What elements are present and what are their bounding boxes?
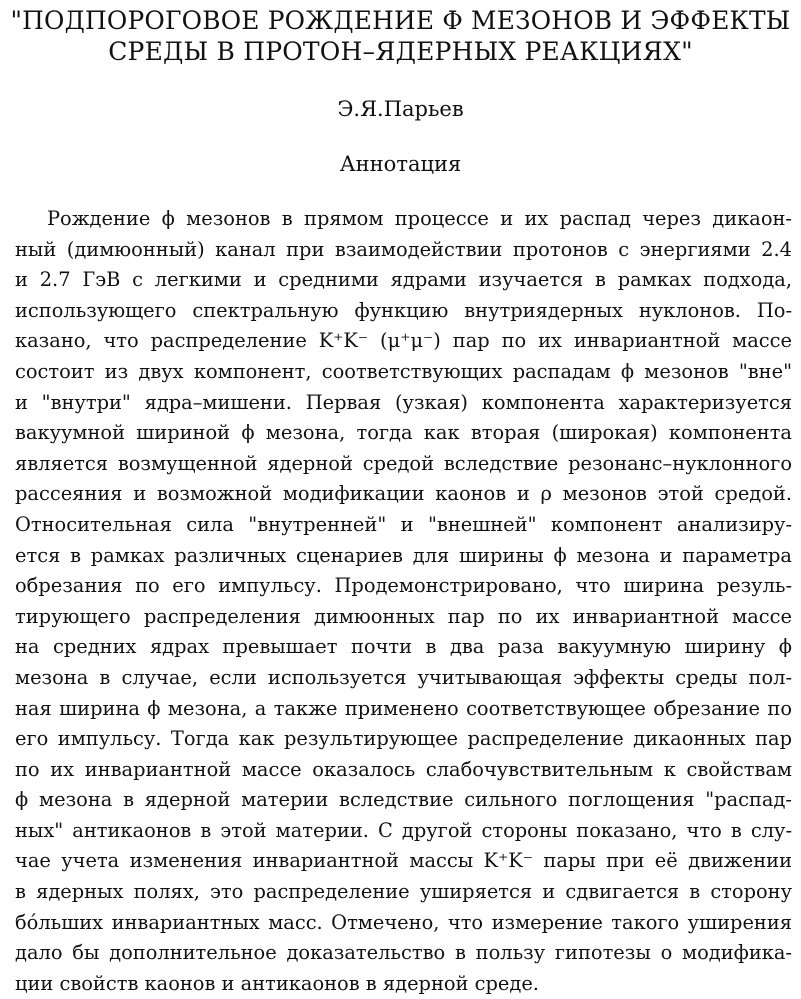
- abstract-line: чае учета изменения инвариантной массы K⁺K⁻ пары при её движении: [15, 849, 792, 873]
- abstract-line: обрезания по его импульсу. Продемонстрировано, что ширина резуль-: [15, 574, 792, 598]
- abstract-line: ный (димюонный) канал при взаимодействии протонов с энергиями 2.4: [15, 237, 792, 261]
- abstract-line: состоит из двух компонент, соответствующих распадам ϕ мезонов "вне": [15, 359, 792, 383]
- abstract-line: ется в рамках различных сценариев для ширины ϕ мезона и параметра: [15, 543, 792, 567]
- abstract-line: в ядерных полях, это распределение уширяется и сдвигается в сторону: [15, 880, 792, 904]
- paper-title-line-1: "ПОДПОРОГОВОЕ РОЖДЕНИЕ Φ МЕЗОНОВ И ЭФФЕКТЫ: [10, 6, 791, 35]
- abstract-line: его импульсу. Тогда как результирующее распределение дикаонных пар: [15, 727, 792, 751]
- abstract-line: ции свойств каонов и антикаонов в ядерной среде.: [15, 971, 539, 995]
- abstract-line: на средних ядрах превышает почти в два раза вакуумную ширину ϕ: [15, 635, 792, 659]
- abstract-line: мезона в случае, если используется учитывающая эффекты среды пол-: [15, 665, 792, 689]
- abstract-line: дало бы дополнительное доказательство в пользу гипотезы о модифика-: [15, 941, 792, 965]
- abstract-line: Рождение ϕ мезонов в прямом процессе и их распад через дикаон-: [47, 207, 792, 230]
- abstract-line: и "внутри" ядра–мишени. Первая (узкая) компонента характеризуется: [15, 390, 792, 414]
- abstract-heading: Аннотация: [339, 152, 462, 176]
- abstract-line: Относительная сила "внутренней" и "внешней" компонент анализиру-: [15, 512, 792, 536]
- abstract-line: казано, что распределение K⁺K⁻ (μ⁺μ⁻) пар по их инвариантной массе: [15, 329, 792, 353]
- abstract-line: и 2.7 ГэВ с легкими и средними ядрами изучается в рамках подхода,: [15, 268, 792, 292]
- abstract-line: по их инвариантной массе оказалось слабочувствительным к свойствам: [15, 757, 792, 781]
- abstract-line: ϕ мезона в ядерной материи вследствие сильного поглощения "распад-: [15, 788, 792, 812]
- author-name: Э.Я.Парьев: [337, 97, 464, 121]
- abstract-line: тирующего распределения димюонных пар по их инвариантной массе: [15, 604, 792, 628]
- abstract-line: ная ширина ϕ мезона, а также применено соответствующее обрезание по: [15, 696, 792, 720]
- abstract-line: бóльших инвариантных масс. Отмечено, что измерение такого уширения: [15, 910, 792, 934]
- abstract-line: использующего спектральную функцию внутриядерных нуклонов. По-: [15, 298, 792, 322]
- abstract-line: ных" антикаонов в этой материи. С другой стороны показано, что в слу-: [15, 818, 792, 842]
- abstract-body: [15, 204, 792, 999]
- abstract-line: является возмущенной ядерной средой вследствие резонанс–нуклонного: [15, 451, 792, 475]
- abstract-line: вакуумной шириной ϕ мезона, тогда как вторая (широкая) компонента: [15, 421, 792, 445]
- paper-title-line-2: СРЕДЫ В ПРОТОН–ЯДЕРНЫХ РЕАКЦИЯХ": [108, 37, 693, 66]
- abstract-line: рассеяния и возможной модификации каонов и ρ мезонов этой средой.: [15, 482, 792, 506]
